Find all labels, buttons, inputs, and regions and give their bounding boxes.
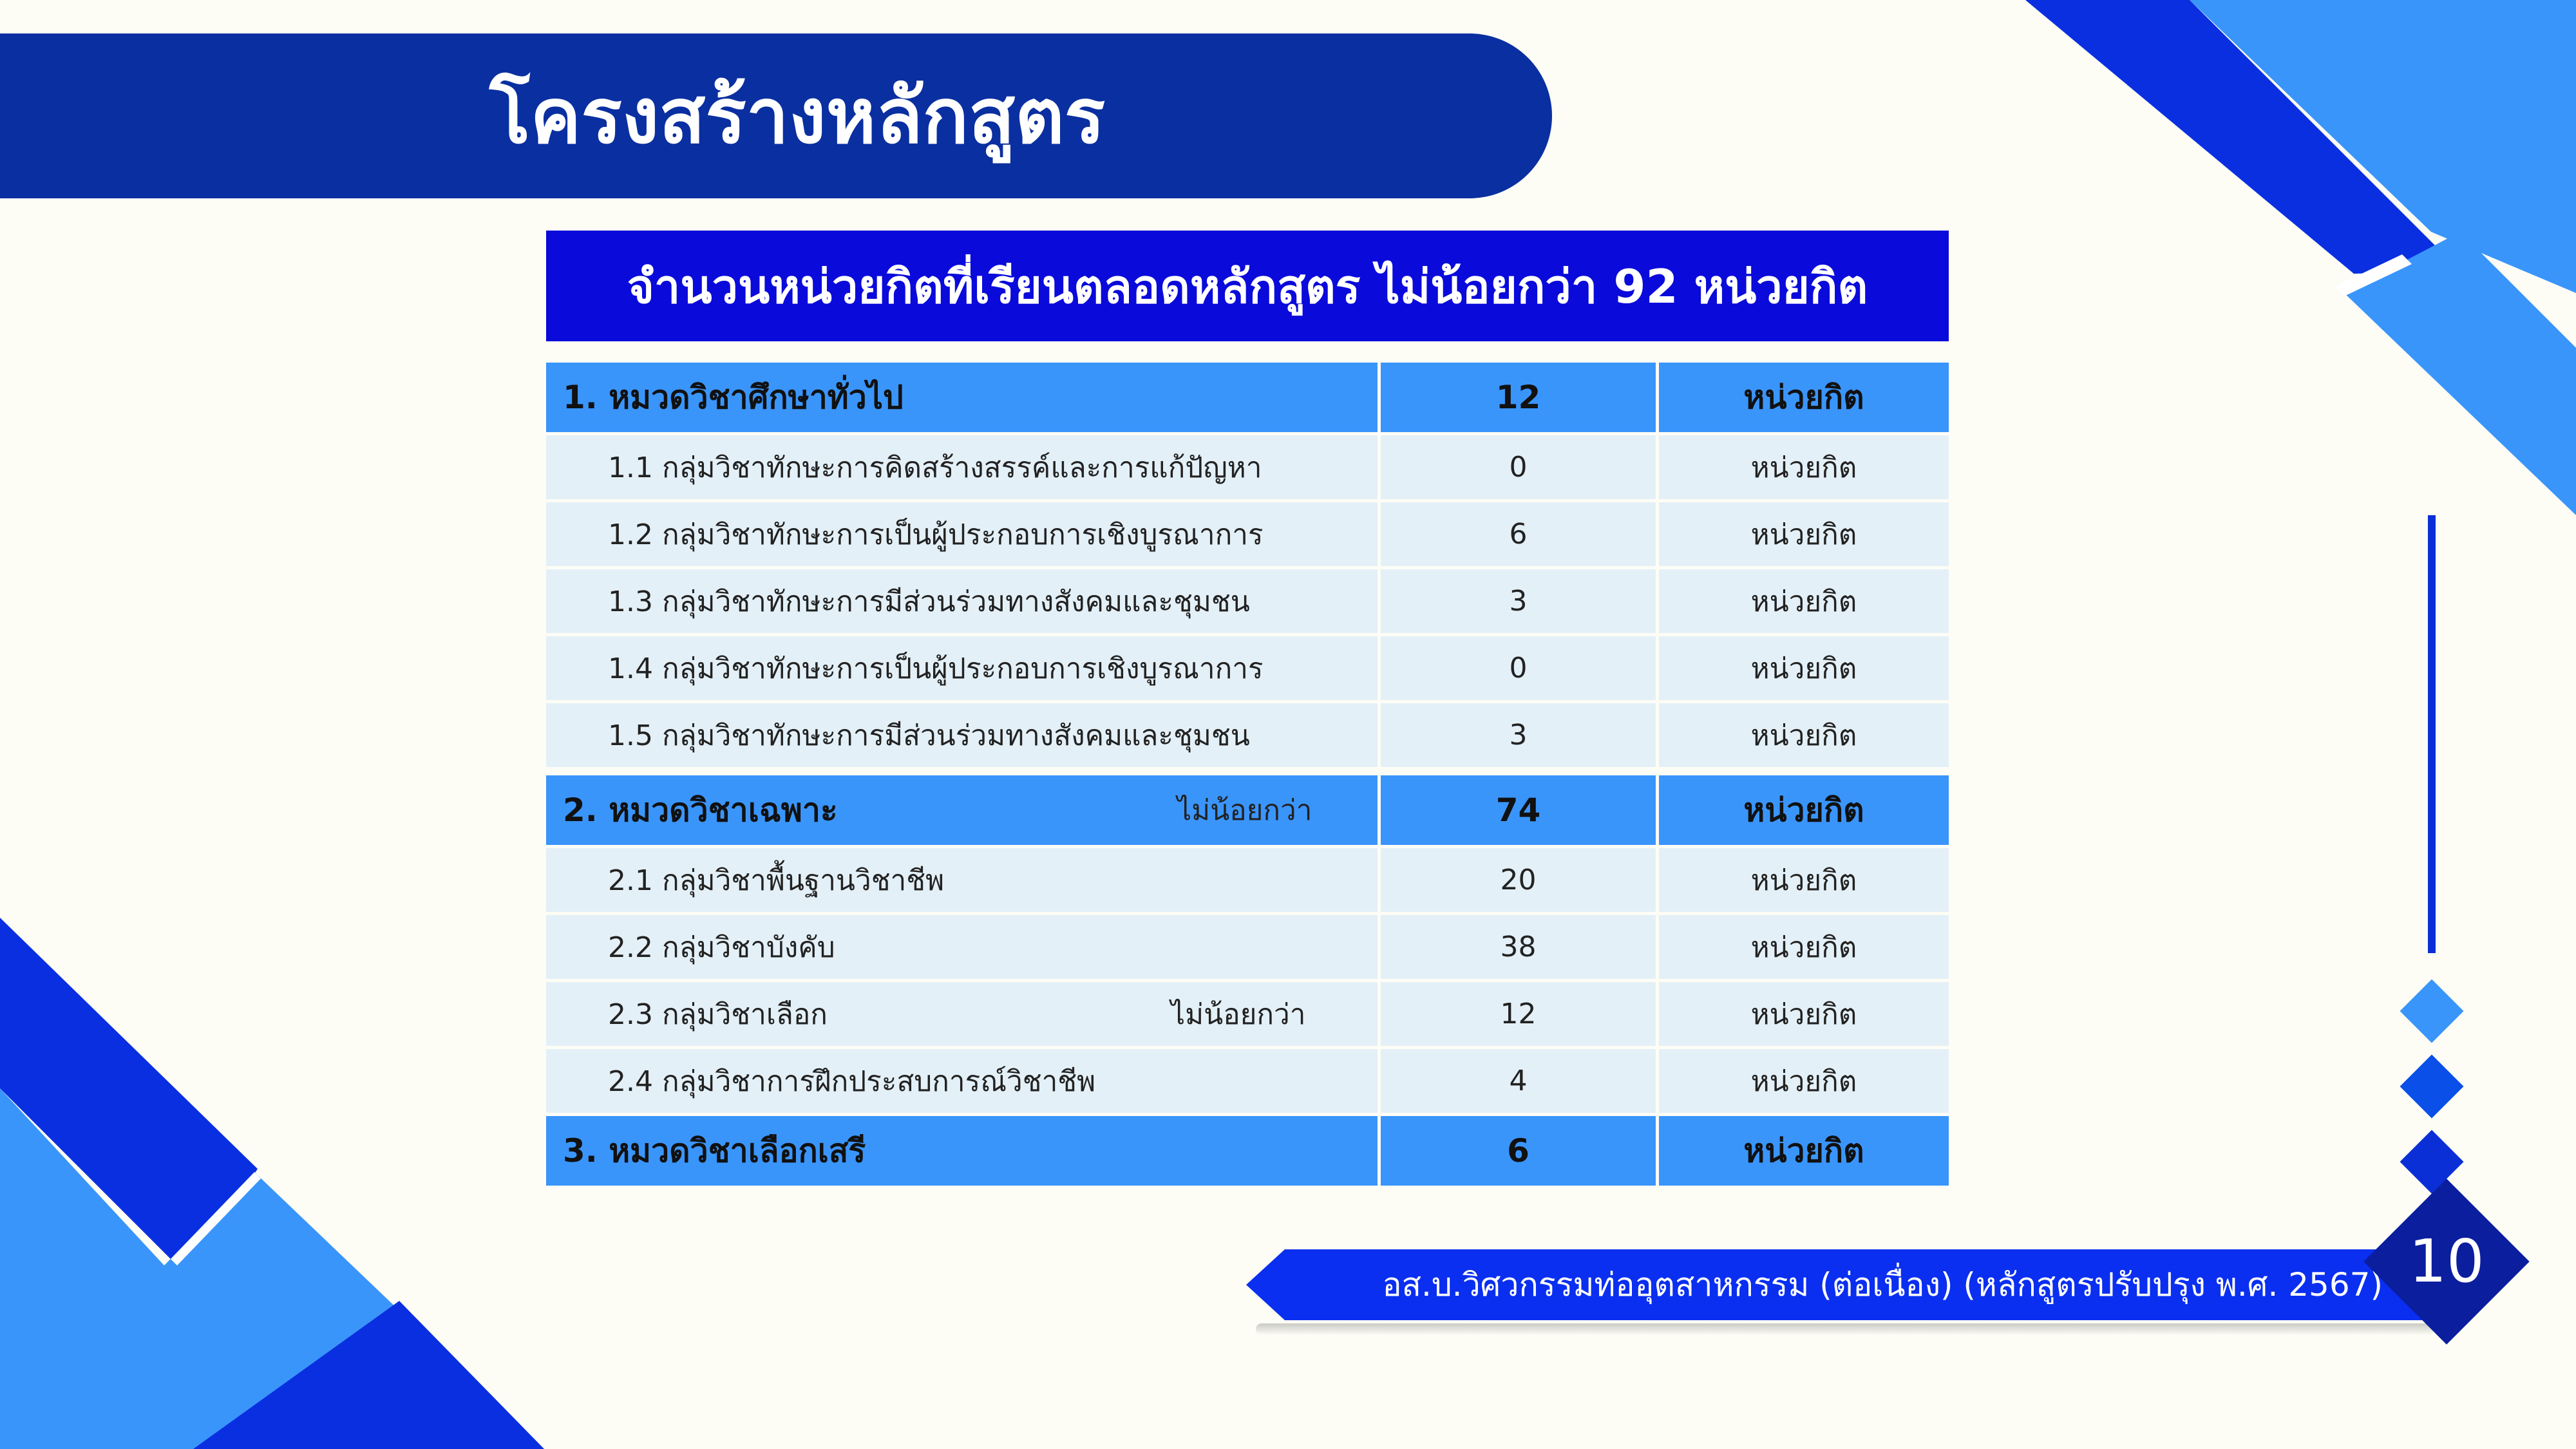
- credits-value: 6: [1381, 1116, 1659, 1189]
- credits-unit: หน่วยกิต: [1659, 435, 1949, 502]
- credits-unit: หน่วยกิต: [1659, 703, 1949, 770]
- total-credits-banner: จำนวนหน่วยกิตที่เรียนตลอดหลักสูตร ไม่น้อยกว่า 92 หน่วยกิต: [546, 231, 1949, 341]
- credits-value: 3: [1381, 703, 1659, 770]
- item-label: 1.3 กลุ่มวิชาทักษะการมีส่วนร่วมทางสังคมและชุมชน: [546, 569, 1381, 636]
- table-row-category-1: [546, 363, 1949, 435]
- page-number: 10: [2409, 1227, 2485, 1296]
- table-row: [546, 1049, 1949, 1116]
- credits-value: 4: [1381, 1049, 1659, 1116]
- credits-value: 20: [1381, 848, 1659, 915]
- item-label: 2.3 กลุ่มวิชาเลือก: [608, 998, 828, 1031]
- table-row: [546, 982, 1949, 1049]
- credits-unit: หน่วยกิต: [1659, 502, 1949, 569]
- item-label: 2.1 กลุ่มวิชาพื้นฐานวิชาชีพ: [546, 848, 1381, 915]
- table-row: [546, 703, 1949, 770]
- credits-unit: หน่วยกิต: [1659, 1116, 1949, 1189]
- item-label: 1.2 กลุ่มวิชาทักษะการเป็นผู้ประกอบการเชิงบูรณาการ: [546, 502, 1381, 569]
- credits-unit: หน่วยกิต: [1659, 915, 1949, 982]
- footer-shadow: [1256, 1323, 2434, 1335]
- credits-value: 74: [1381, 775, 1659, 848]
- credits-unit: หน่วยกิต: [1659, 982, 1949, 1049]
- table-row-category-2: [546, 775, 1949, 848]
- credits-value: 0: [1381, 636, 1659, 703]
- minimum-note: ไม่น้อยกว่า: [1177, 794, 1312, 827]
- credits-value: 12: [1381, 982, 1659, 1049]
- credits-table: [546, 363, 1949, 1189]
- credits-value: 38: [1381, 915, 1659, 982]
- credits-unit: หน่วยกิต: [1659, 775, 1949, 848]
- table-row: [546, 502, 1949, 569]
- item-label: 1.1 กลุ่มวิชาทักษะการคิดสร้างสรรค์และการแก้ปัญหา: [546, 435, 1381, 502]
- table-row: [546, 848, 1949, 915]
- item-label: 1.5 กลุ่มวิชาทักษะการมีส่วนร่วมทางสังคมและชุมชน: [546, 703, 1381, 770]
- page-title: โครงสร้างหลักสูตร: [489, 71, 1106, 160]
- item-label: 2.4 กลุ่มวิชาการฝึกประสบการณ์วิชาชีพ: [546, 1049, 1381, 1116]
- item-label: 1.4 กลุ่มวิชาทักษะการเป็นผู้ประกอบการเชิงบูรณาการ: [546, 636, 1381, 703]
- table-row-category-3: [546, 1116, 1949, 1189]
- category-label: 1. หมวดวิชาศึกษาทั่วไป: [546, 363, 1381, 435]
- credits-unit: หน่วยกิต: [1659, 1049, 1949, 1116]
- table-row: [546, 915, 1949, 982]
- item-label: 2.2 กลุ่มวิชาบังคับ: [546, 915, 1381, 982]
- credits-value: 0: [1381, 435, 1659, 502]
- category-label: 3. หมวดวิชาเลือกเสรี: [546, 1116, 1381, 1189]
- table-row: [546, 569, 1949, 636]
- footer-program-name: อส.บ.วิศวกรรมท่ออุตสาหกรรม (ต่อเนื่อง) (หลักสูตรปรับปรุง พ.ศ. 2567): [1382, 1266, 2383, 1303]
- credits-unit: หน่วยกิต: [1659, 363, 1949, 435]
- credits-unit: หน่วยกิต: [1659, 636, 1949, 703]
- table-row: [546, 435, 1949, 502]
- credits-unit: หน่วยกิต: [1659, 569, 1949, 636]
- vertical-accent-line: [2428, 515, 2436, 953]
- credits-value: 3: [1381, 569, 1659, 636]
- category-label: 2. หมวดวิชาเฉพาะ: [563, 791, 838, 829]
- credits-unit: หน่วยกิต: [1659, 848, 1949, 915]
- credits-value: 6: [1381, 502, 1659, 569]
- table-row: [546, 636, 1949, 703]
- credits-value: 12: [1381, 363, 1659, 435]
- minimum-note: ไม่น้อยกว่า: [1171, 998, 1306, 1031]
